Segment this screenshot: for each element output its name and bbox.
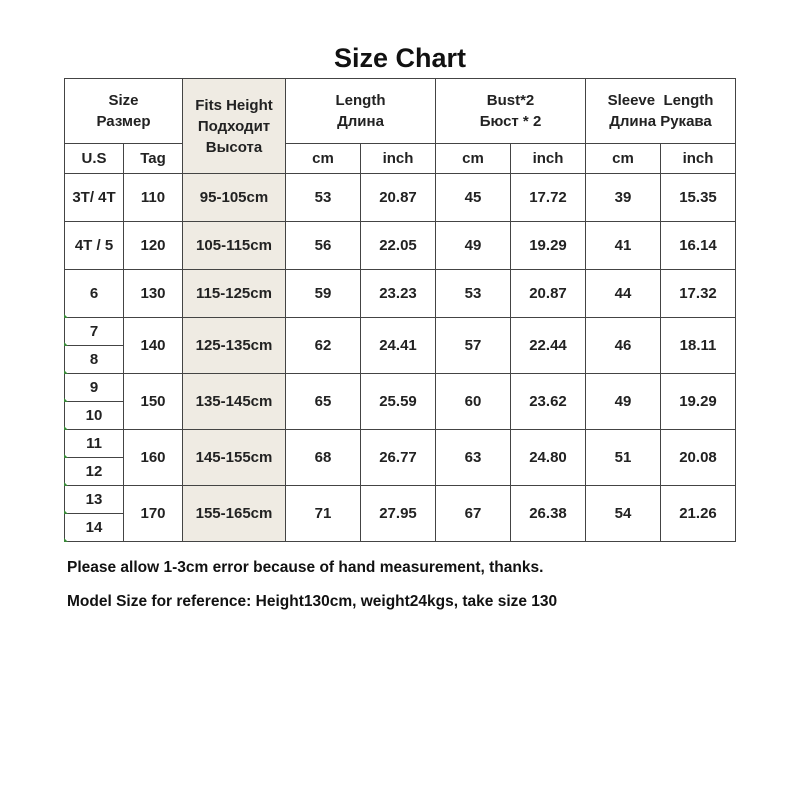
bust-inch-cell: 22.44 [511,318,586,374]
bust-inch-cell: 19.29 [511,222,586,270]
tag-subheader: Tag [124,144,183,174]
bust-inch-cell: 20.87 [511,270,586,318]
fits-height-cell: 135-145cm [183,374,286,430]
size-header-en: Size [108,92,139,109]
tag-cell: 160 [124,430,183,486]
sleeve-inch-cell: 21.26 [661,486,736,542]
size-chart-table [64,78,736,542]
length-inch-cell: 27.95 [361,486,436,542]
bust-inch-cell: 24.80 [511,430,586,486]
table-row [65,270,736,318]
bust-cm-cell: 63 [436,430,511,486]
table-row [65,486,736,514]
fits-height-header-ru-2: Высота [205,138,263,156]
sleeve-inch-cell: 15.35 [661,174,736,222]
length-inch-cell: 24.41 [361,318,436,374]
table-row [65,430,736,458]
sleeve-inch-subheader: inch [661,144,736,174]
fits-height-header [183,79,286,174]
fits-height-cell: 115-125cm [183,270,286,318]
bust-header-en: Bust*2 [486,92,535,109]
sleeve-cm-cell: 51 [586,430,661,486]
fits-height-header-ru-1: Подходит [197,117,271,135]
tag-cell: 140 [124,318,183,374]
fits-height-cell: 155-165cm [183,486,286,542]
tag-cell: 150 [124,374,183,430]
us-size-cell: 14 [65,514,124,542]
bust-cm-cell: 60 [436,374,511,430]
bust-header [436,79,586,144]
fits-height-cell: 105-115cm [183,222,286,270]
sleeve-length-header [586,79,736,144]
us-size-cell: 4T / 5 [65,222,124,270]
length-header-ru: Длина [337,113,384,130]
us-size-cell: 9 [65,374,124,402]
bust-cm-subheader: cm [436,144,511,174]
length-cm-cell: 71 [286,486,361,542]
sleeve-inch-cell: 16.14 [661,222,736,270]
fits-height-cell: 95-105cm [183,174,286,222]
length-header-en: Length [335,92,386,109]
bust-header-ru: Бюст * 2 [479,113,542,130]
tag-cell: 110 [124,174,183,222]
length-inch-cell: 20.87 [361,174,436,222]
us-size-cell: 11 [65,430,124,458]
bust-inch-subheader: inch [511,144,586,174]
bust-inch-cell: 17.72 [511,174,586,222]
length-inch-cell: 23.23 [361,270,436,318]
bust-cm-cell: 45 [436,174,511,222]
tag-cell: 130 [124,270,183,318]
size-header-ru: Размер [96,113,151,130]
us-size-cell: 13 [65,486,124,514]
length-cm-subheader: cm [286,144,361,174]
sleeve-cm-cell: 39 [586,174,661,222]
length-inch-cell: 22.05 [361,222,436,270]
bust-cm-cell: 67 [436,486,511,542]
length-cm-cell: 53 [286,174,361,222]
fits-height-header-en: Fits Height [195,96,273,114]
us-subheader: U.S [65,144,124,174]
chart-title: Size Chart [333,43,467,73]
sleeve-header-en: Sleeve Length [607,92,714,109]
sleeve-cm-cell: 49 [586,374,661,430]
bust-cm-cell: 53 [436,270,511,318]
length-header [286,79,436,144]
fits-height-cell: 125-135cm [183,318,286,374]
us-size-cell: 7 [65,318,124,346]
table-row [65,374,736,402]
length-inch-cell: 26.77 [361,430,436,486]
tag-cell: 120 [124,222,183,270]
us-size-cell: 3T/ 4T [65,174,124,222]
tag-cell: 170 [124,486,183,542]
sleeve-header-ru: Длина Рукава [609,113,712,130]
us-size-cell: 12 [65,458,124,486]
sleeve-cm-subheader: cm [586,144,661,174]
sleeve-inch-cell: 20.08 [661,430,736,486]
fits-height-cell: 145-155cm [183,430,286,486]
bust-cm-cell: 49 [436,222,511,270]
length-cm-cell: 56 [286,222,361,270]
length-cm-cell: 62 [286,318,361,374]
model-size-note: Model Size for reference: Height130cm, weight24kgs, take size 130 [67,593,558,610]
sleeve-cm-cell: 46 [586,318,661,374]
length-inch-subheader: inch [361,144,436,174]
us-size-cell: 8 [65,346,124,374]
sleeve-inch-cell: 18.11 [661,318,736,374]
length-cm-cell: 65 [286,374,361,430]
length-cm-cell: 68 [286,430,361,486]
sleeve-cm-cell: 44 [586,270,661,318]
table-row [65,174,736,222]
bust-inch-cell: 26.38 [511,486,586,542]
us-size-cell: 10 [65,402,124,430]
us-size-cell: 6 [65,270,124,318]
table-row [65,318,736,346]
length-inch-cell: 25.59 [361,374,436,430]
sleeve-inch-cell: 17.32 [661,270,736,318]
bust-inch-cell: 23.62 [511,374,586,430]
table-row [65,222,736,270]
sleeve-cm-cell: 54 [586,486,661,542]
bust-cm-cell: 57 [436,318,511,374]
length-cm-cell: 59 [286,270,361,318]
measurement-error-note: Please allow 1-3cm error because of hand measurement, thanks. [67,559,544,576]
size-header [65,79,183,144]
sleeve-cm-cell: 41 [586,222,661,270]
sleeve-inch-cell: 19.29 [661,374,736,430]
